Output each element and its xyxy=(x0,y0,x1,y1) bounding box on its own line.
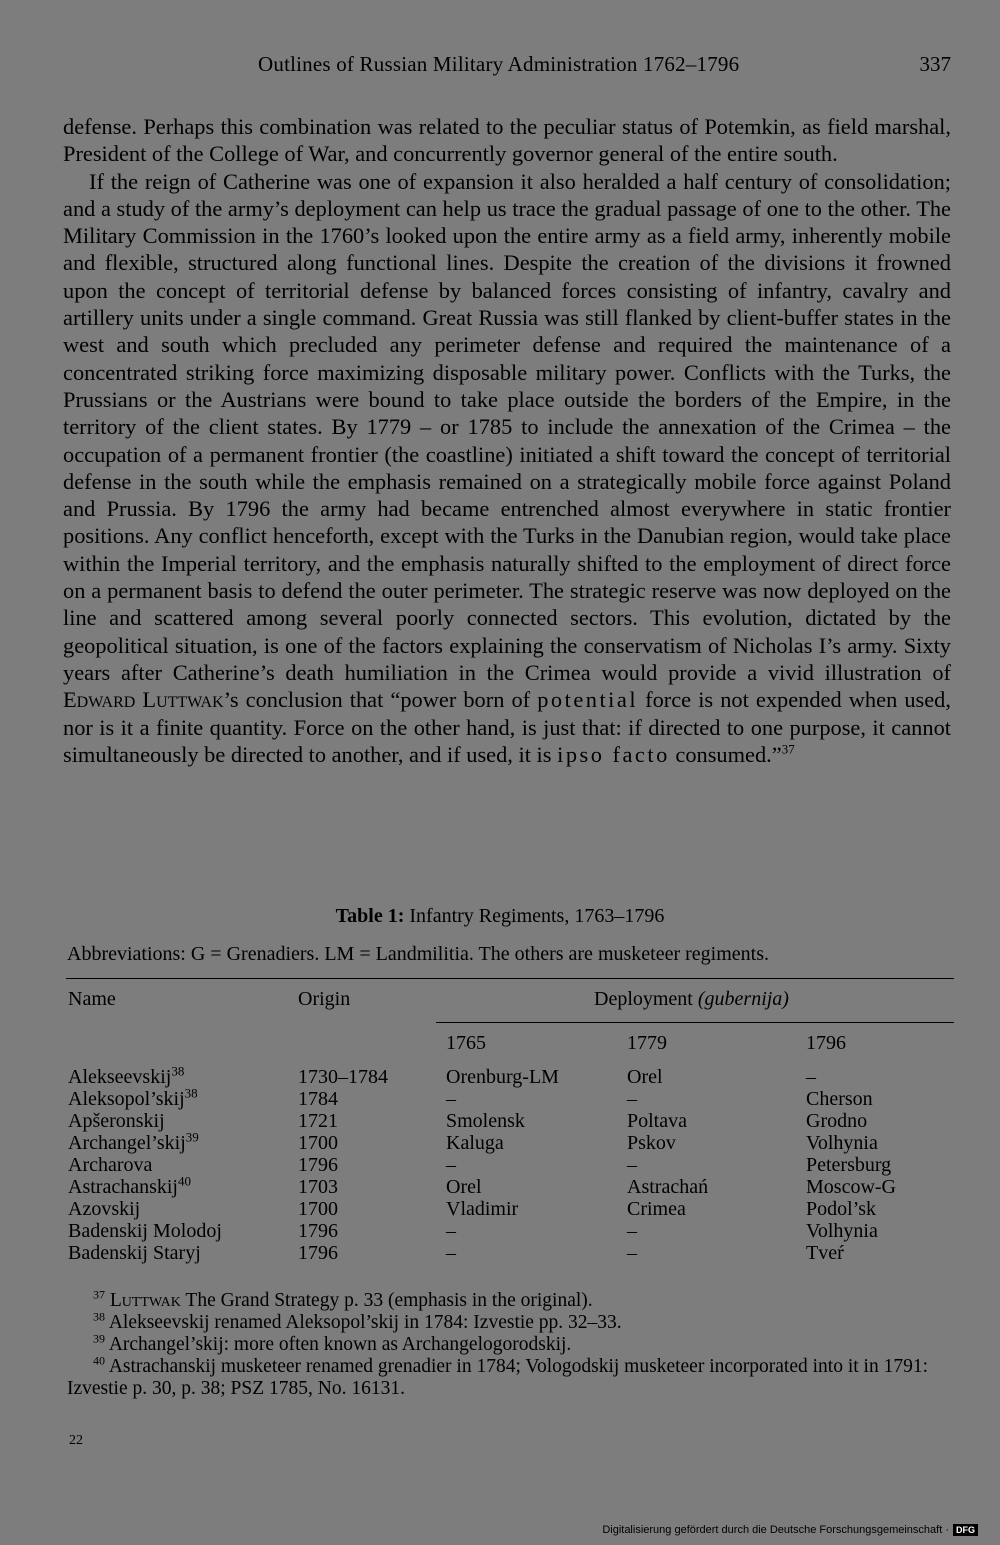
footnote-40: $^{40}$ Astrachanskij musketeer renamed grenadier in 1784; Vologodskij musketeer incorporated into it in 1791: Izvestie p. 30, p. 38; PSZ 1785, No. 16131. xyxy=(67,1353,928,1399)
table-row xyxy=(0,1198,1000,1220)
paragraph-1: defense. Perhaps this combination was related to the peculiar status of Potemkin, as field marshal, President of the College of War, and concurrently governor general of the entire south. xyxy=(63,114,951,167)
footnote-ref-37: 37 xyxy=(781,741,795,757)
cell-1796: Podol’sk xyxy=(806,1198,877,1220)
cell-1779: – xyxy=(627,1220,637,1242)
cell-name: Apšeronskij xyxy=(68,1110,165,1132)
table-abbreviations: Abbreviations: G = Grenadiers. LM = Landmilitia. The others are musketeer regiments. xyxy=(67,943,769,965)
footnote-39: $^{39}$ Archangel’skij: more often known as Archangelogorodskij. xyxy=(93,1331,572,1355)
cell-origin: 1730–1784 xyxy=(298,1066,388,1088)
table-caption: Infantry Regiments, 1763–1796 xyxy=(409,905,665,927)
table-row xyxy=(0,1063,1000,1088)
running-title: Outlines of Russian Military Administration 1762–1796 xyxy=(258,52,740,76)
cell-1765: Vladimir xyxy=(446,1198,519,1220)
digitization-credit xyxy=(602,1524,978,1536)
dfg-logo-icon: DFG xyxy=(953,1524,978,1536)
author-name: Edward Luttwak xyxy=(63,687,224,713)
year-header-1779: 1779 xyxy=(627,1032,667,1054)
table-label: Table 1: xyxy=(335,905,405,927)
cell-1779: Pskov xyxy=(627,1132,676,1154)
spaced-word-potential: potential xyxy=(537,687,639,713)
cell-origin: 1796 xyxy=(298,1220,338,1242)
cell-1765: Orel xyxy=(446,1176,482,1198)
table-body xyxy=(0,1063,1000,1264)
deployment-label: Deployment xyxy=(594,988,693,1010)
cell-name: Azovskij xyxy=(68,1198,141,1220)
year-header-1796: 1796 xyxy=(806,1032,846,1054)
cell-name: Archarova xyxy=(68,1154,153,1176)
spaced-word-ipso-facto: ipso facto xyxy=(557,741,670,767)
table-row xyxy=(0,1154,1000,1176)
deployment-rule xyxy=(436,1022,954,1023)
table-row xyxy=(0,1242,1000,1264)
cell-1796: Moscow-G xyxy=(806,1176,896,1198)
footnote-37: $^{37}$ Luttwak The Grand Strategy p. 33 (emphasis in the original). xyxy=(93,1287,593,1311)
cell-origin: 1700 xyxy=(298,1132,338,1154)
table-top-rule xyxy=(66,978,954,979)
cell-1796: Volhynia xyxy=(806,1132,878,1154)
paragraph-2-part-b: ’s conclusion that “power born of xyxy=(223,687,531,713)
paragraph-2-part-c: force is not expended when used, nor is it a finite quantity. Force on the other hand, is just that: if directed to one purpose, it cannot simultaneously be directed to another, and if used, it is xyxy=(63,687,951,767)
footnotes xyxy=(67,1287,957,1400)
cell-1796: Petersburg xyxy=(806,1154,892,1176)
col-header-origin: Origin xyxy=(298,988,351,1010)
cell-origin: 1796 xyxy=(298,1154,338,1176)
cell-1765: – xyxy=(446,1242,456,1264)
cell-origin: 1796 xyxy=(298,1242,338,1264)
signature-mark: 22 xyxy=(69,1433,83,1448)
cell-name: Archangel’skij$^{39}$ xyxy=(68,1129,199,1154)
cell-origin: 1700 xyxy=(298,1198,338,1220)
cell-1765: – xyxy=(446,1154,456,1176)
cell-1796: Cherson xyxy=(806,1088,873,1110)
footnote-author: Luttwak xyxy=(109,1290,181,1311)
deployment-gubernija: (gubernija) xyxy=(697,988,789,1010)
credit-text: Digitalisierung gefördert durch die Deutsche Forschungsgemeinschaft · xyxy=(602,1524,949,1536)
cell-origin: 1721 xyxy=(298,1110,338,1132)
table-title xyxy=(0,905,1000,928)
cell-1779: Orel xyxy=(627,1066,663,1088)
cell-origin: 1784 xyxy=(298,1088,338,1110)
paragraph-2-part-a: If the reign of Catherine was one of expansion it also heralded a half century of consolidation; and a study of the army’s deployment can help us trace the gradual passage of one to the other. The Military Commission in the 1760’s looked upon the entire army as a field army, inherently mobile and flexible, structured along functional lines. Despite the creation of the divisions it frowned upon the concept of territorial defense by balanced forces consisting of infantry, cavalry and artillery units under a single command. Great Russia was still flanked by client-buffer states in the west and south which precluded any perimeter defense and required the maintenance of a concentrated striking force maximizing disposable military power. Conflicts with the Turks, the Prussians or the Austrians were bound to take place outside the borders of the Empire, in the territory of the client states. By 1779 – or 1785 to include the annexation of the Crimea – the occupation of a permanent frontier (the coastline) initiated a shift toward the concept of territorial defense in the south while the emphasis remained on a strategically mobile force against Poland and Prussia. By 1796 the army had became entrenched almost everywhere in static frontier positions. Any conflict henceforth, except with the Turks in the Danubian region, would take place within the Imperial territory, and the emphasis naturally shifted to the employment of direct force on a permanent basis to defend the outer perimeter. The strategic reserve was now deployed on the line and scattered among several poorly connected sectors. This evolution, dictated by the geopolitical situation, is one of the factors explaining the conservatism of Nicholas I’s army. Sixty years after Catherine’s death humiliation in the Crimea would provide a vivid illustration of xyxy=(63,168,951,685)
table-row xyxy=(0,1220,1000,1242)
cell-1796: Grodno xyxy=(806,1110,868,1132)
table-row xyxy=(0,1173,1000,1198)
cell-1765: Kaluga xyxy=(446,1132,504,1154)
cell-origin: 1703 xyxy=(298,1176,338,1198)
year-header-1765: 1765 xyxy=(446,1032,486,1054)
cell-1765: – xyxy=(446,1220,456,1242)
cell-1765: – xyxy=(446,1088,456,1110)
cell-name: Badenskij Staryj xyxy=(68,1242,201,1264)
footnote-38: $^{38}$ Alekseevskij renamed Aleksopol’skij in 1784: Izvestie pp. 32–33. xyxy=(93,1309,622,1333)
col-header-deployment xyxy=(594,988,789,1011)
cell-1779: Poltava xyxy=(627,1110,687,1132)
cell-1779: – xyxy=(627,1154,637,1176)
paragraph-2-part-d: consumed.” xyxy=(675,741,782,767)
cell-1765: Smolensk xyxy=(446,1110,525,1132)
cell-1796: Volhynia xyxy=(806,1220,878,1242)
table-row xyxy=(0,1085,1000,1110)
cell-name: Aleksopol’skij$^{38}$ xyxy=(68,1085,198,1110)
body-text xyxy=(63,113,951,768)
paragraph-2 xyxy=(63,168,951,769)
cell-1779: – xyxy=(627,1088,637,1110)
cell-1765: Orenburg-LM xyxy=(446,1066,559,1088)
table-row xyxy=(0,1110,1000,1132)
cell-1779: Crimea xyxy=(627,1198,686,1220)
cell-1779: Astrachań xyxy=(627,1176,709,1198)
table-row xyxy=(0,1129,1000,1154)
cell-name: Alekseevskij$^{38}$ xyxy=(68,1063,185,1088)
page-number: 337 xyxy=(919,52,951,76)
cell-name: Astrachanskij$^{40}$ xyxy=(68,1173,191,1198)
col-header-name: Name xyxy=(68,988,116,1010)
cell-name: Badenskij Molodoj xyxy=(68,1220,222,1242)
cell-1779: – xyxy=(627,1242,637,1264)
cell-1796: – xyxy=(806,1066,816,1088)
cell-1796: Tveŕ xyxy=(806,1242,844,1264)
running-header xyxy=(66,52,951,82)
